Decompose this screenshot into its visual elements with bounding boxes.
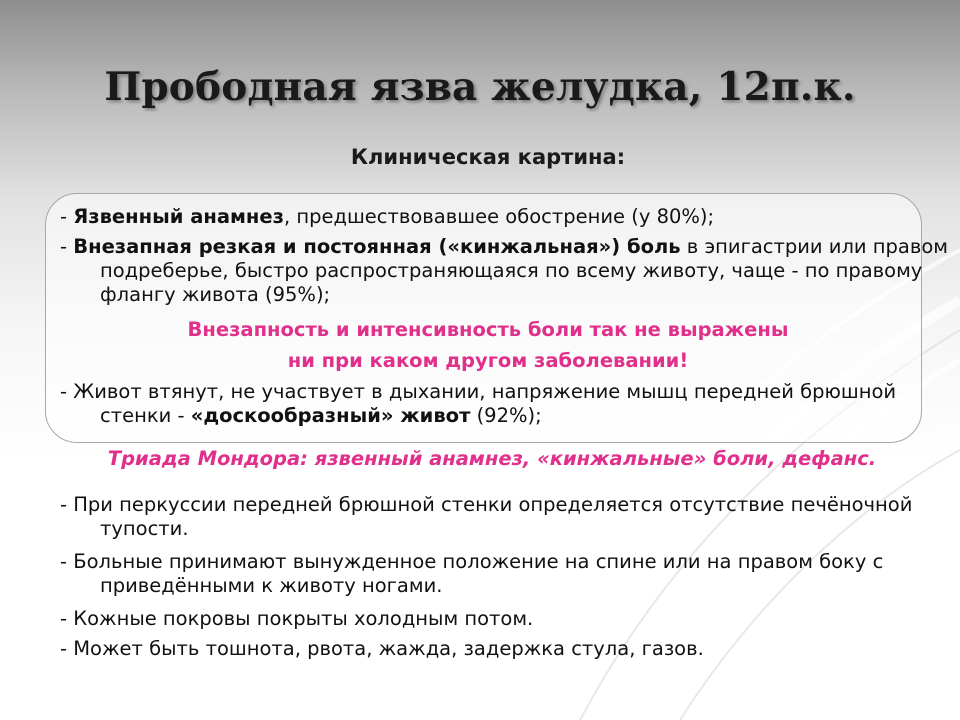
list-item-skin: - Кожные покровы покрыты холодным потом.	[60, 607, 534, 630]
section-subtitle: Клиническая картина:	[350, 145, 626, 169]
page-title: Прободная язва желудка, 12п.к.	[104, 64, 856, 110]
highlight-line-1: Внезапность и интенсивность боли так не выражены	[187, 318, 789, 341]
highlight-line-2: ни при каком другом заболевании!	[287, 349, 689, 372]
list-item-position: - Больные принимают вынужденное положение на спине или на правом боку с приведёнными к животу ногами.	[60, 550, 884, 597]
box-item-abdomen: - Живот втянут, не участвует в дыхании, напряжение мышц передней брюшной стенки - «доскообразный» живот (92%);	[60, 380, 897, 427]
box-item-anamnesis: - Язвенный анамнез, предшествовавшее обострение (у 80%);	[60, 205, 715, 228]
list-item-nausea: - Может быть тошнота, рвота, жажда, задержка стула, газов.	[60, 637, 704, 660]
list-item-percussion: - При перкуссии передней брюшной стенки определяется отсутствие печёночной тупости.	[60, 493, 913, 540]
mondor-triad: Триада Мондора: язвенный анамнез, «кинжальные» боли, дефанс.	[107, 447, 877, 470]
box-item-pain: - Внезапная резкая и постоянная («кинжальная») боль в эпигастрии или правом подреберье, быстро распространяющаяся по всему животу, чаще - по правому флангу живота (95%);	[60, 235, 949, 306]
